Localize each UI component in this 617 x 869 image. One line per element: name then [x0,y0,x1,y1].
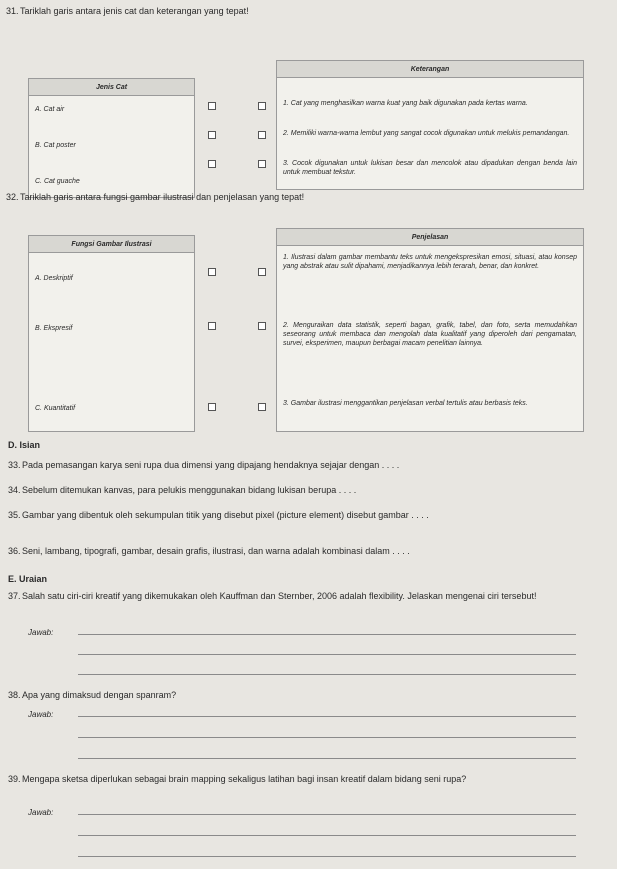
question-number: 31. [6,6,19,16]
question-text: Mengapa sketsa diperlukan sebagai brain mapping sekaligus latihan bagi insan kreatif dalam bidang seni rupa? [22,774,467,784]
question-text: Salah satu ciri-ciri kreatif yang dikemukakan oleh Kauffman dan Sternber, 2006 adalah flexibility. Jelaskan mengenai ciri tersebut! [22,591,537,601]
question-number: 39. [8,774,21,784]
answer-label-38: Jawab: [28,710,54,719]
question-number: 33. [8,460,21,470]
question-32 [6,192,304,203]
question-35 [8,510,588,521]
q32-right-dot-2[interactable] [258,322,266,330]
answer-label-39: Jawab: [28,808,54,817]
q31-right-dot-1[interactable] [258,102,266,110]
question-text: Pada pemasangan karya seni rupa dua dimensi yang dipajang hendaknya sejajar dengan . . . . [22,460,400,470]
question-number: 36. [8,546,21,556]
q32-right-table [276,228,584,432]
q32-left-dot-a[interactable] [208,268,216,276]
q32-right-item-2: 2. Menguraikan data statistik, seperti bagan, grafik, tabel, dan foto, serta memudahkan seseorang untuk membaca dan mengolah data kualitatif yang diperoleh dari pengamatan, survei, eksperimen, maupun berbagai macam penelitian lainnya. [283,322,577,347]
question-text: Tariklah garis antara jenis cat dan keterangan yang tepat! [20,6,249,16]
question-number: 34. [8,485,21,495]
section-e-title: E. Uraian [8,574,48,584]
answer-line-37-3[interactable] [78,674,576,675]
answer-line-39-3[interactable] [78,856,576,857]
q31-right-dot-2[interactable] [258,131,266,139]
q31-right-item-2: 2. Memiliki warna-warna lembut yang sangat cocok digunakan untuk melukis pemandangan. [283,130,570,137]
question-33 [8,460,588,471]
q32-left-dot-c[interactable] [208,403,216,411]
question-text: Apa yang dimaksud dengan spanram? [22,690,177,700]
section-d-title: D. Isian [8,440,41,450]
question-36 [8,546,588,557]
answer-line-37-2[interactable] [78,654,576,655]
question-text: Tariklah garis antara fungsi gambar ilustrasi dan penjelasan yang tepat! [20,192,305,202]
question-39 [8,774,588,785]
answer-line-38-3[interactable] [78,758,576,759]
question-37 [8,591,588,602]
table-header: Fungsi Gambar Ilustrasi [29,236,194,253]
q32-left-item-c: C. Kuantitatif [35,405,76,412]
question-31 [6,6,249,17]
question-text: Seni, lambang, tipografi, gambar, desain grafis, ilustrasi, dan warna adalah kombinasi dalam . . . . [22,546,410,556]
answer-line-38-2[interactable] [78,737,576,738]
answer-line-37-1[interactable] [78,634,576,635]
q32-right-item-1: 1. Ilustrasi dalam gambar membantu teks untuk mengekspresikan emosi, situasi, atau konsep yang abstrak atau sulit dipahami, menjadikannya lebih terarah, benar, dan konkret. [283,254,577,270]
answer-label-37: Jawab: [28,628,54,637]
q32-right-dot-1[interactable] [258,268,266,276]
q32-right-item-3: 3. Gambar ilustrasi menggantikan penjelasan verbal tertulis atau berbasis teks. [283,400,528,407]
q31-left-dot-b[interactable] [208,131,216,139]
question-text: Sebelum ditemukan kanvas, para pelukis menggunakan bidang lukisan berupa . . . . [22,485,357,495]
question-number: 35. [8,510,21,520]
q32-left-item-a: A. Deskriptif [35,275,73,282]
q31-right-item-3: 3. Cocok digunakan untuk lukisan besar dan mencolok atau dipadukan dengan benda lain untuk membuat tekstur. [283,160,577,176]
q31-left-item-b: B. Cat poster [35,142,76,149]
q31-right-dot-3[interactable] [258,160,266,168]
question-number: 38. [8,690,21,700]
q32-left-item-b: B. Ekspresif [35,325,73,332]
q31-left-dot-c[interactable] [208,160,216,168]
q31-left-table [28,78,195,198]
table-header: Keterangan [277,61,583,78]
question-number: 32. [6,192,19,202]
answer-line-39-2[interactable] [78,835,576,836]
question-34 [8,485,588,496]
q31-left-item-c: C. Cat guache [35,178,80,185]
q32-left-table [28,235,195,432]
q31-right-table [276,60,584,190]
q32-left-dot-b[interactable] [208,322,216,330]
question-number: 37. [8,591,21,601]
q32-right-dot-3[interactable] [258,403,266,411]
q31-right-item-1: 1. Cat yang menghasilkan warna kuat yang baik digunakan pada kertas warna. [283,100,528,107]
question-text: Gambar yang dibentuk oleh sekumpulan titik yang disebut pixel (picture element) disebut gambar . . . . [22,510,429,520]
q31-left-dot-a[interactable] [208,102,216,110]
question-38 [8,690,588,701]
table-header: Jenis Cat [29,79,194,96]
answer-line-38-1[interactable] [78,716,576,717]
answer-line-39-1[interactable] [78,814,576,815]
q31-left-item-a: A. Cat air [35,106,65,113]
table-header: Penjelasan [277,229,583,246]
